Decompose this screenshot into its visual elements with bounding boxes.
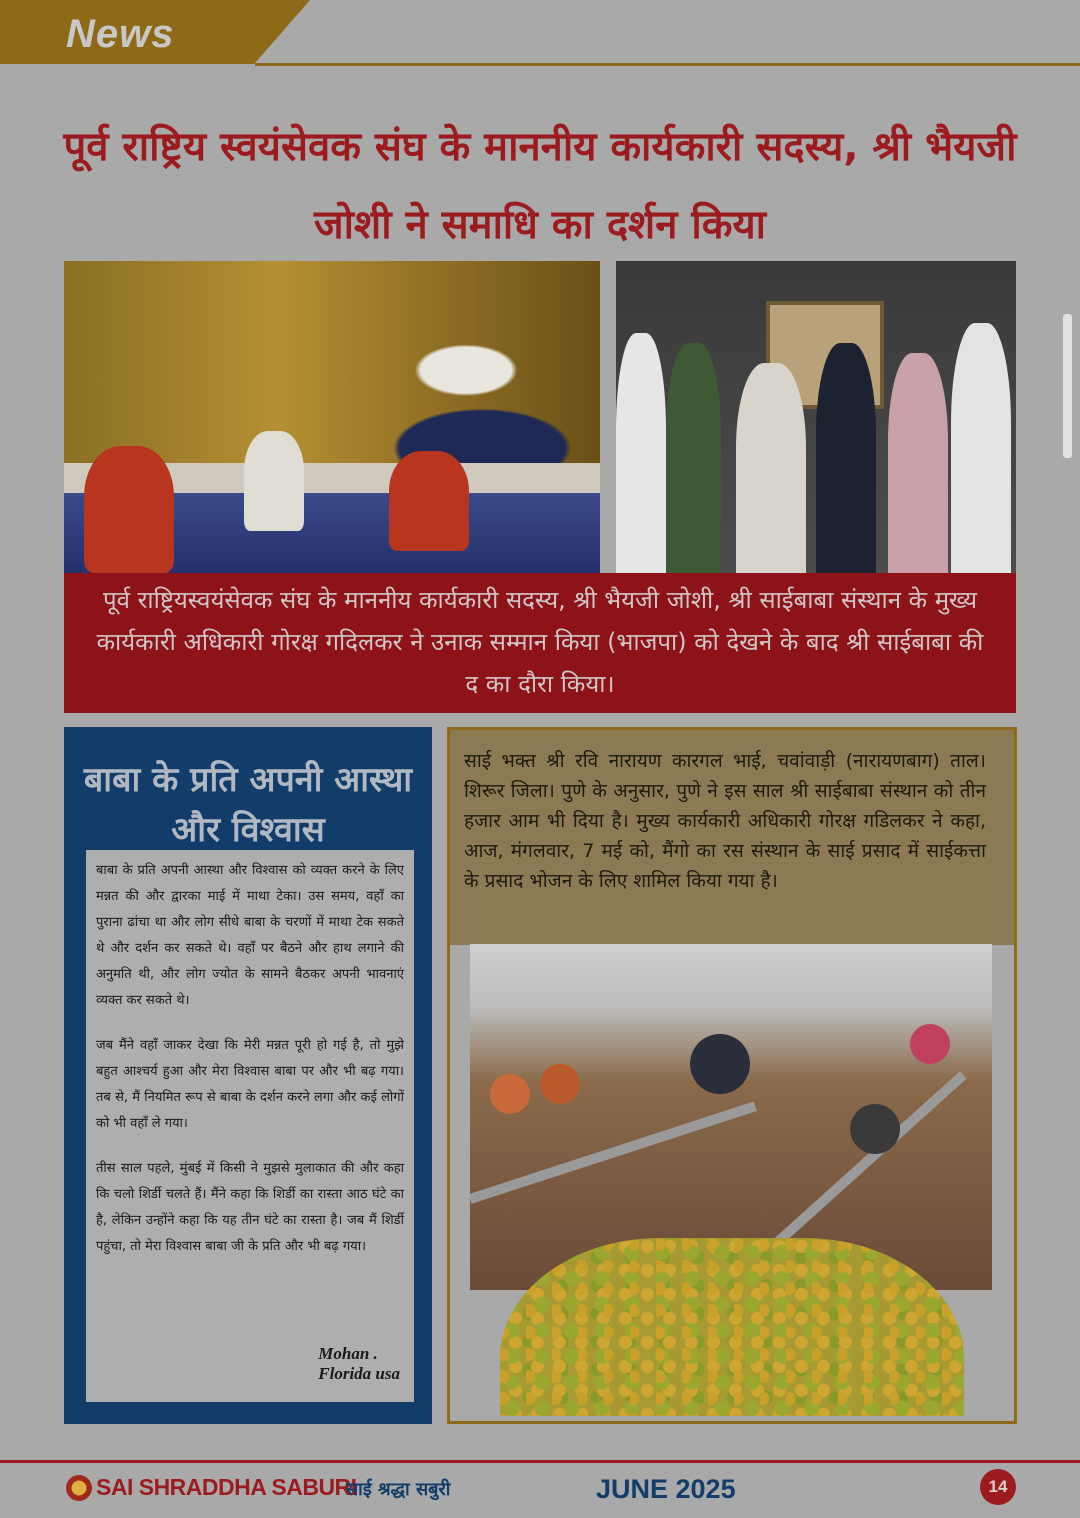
person-figure — [888, 353, 948, 573]
dining-table — [470, 1102, 757, 1204]
dining-table — [767, 1071, 967, 1252]
testimonial-paragraph: बाबा के प्रति अपनी आस्था और विश्वास को व्यक्त करने के लिए मन्नत की और द्वारका माई में माथा टेका। उस समय, वहाँ का पुराना ढांचा था और लोग सीधे बाबा के चरणों में माथा टेक सकते थे और दर्शन कर सकते थे। वहाँ पर बैठने और हाथ लगाने की अनुमति थी, और लोग ज्योत के सामने बैठकर अपनी भावनाएं व्यक्त कर सकते थे। — [96, 863, 404, 1008]
person-figure — [951, 323, 1011, 573]
diner-figure — [490, 1074, 530, 1114]
samadhi-darshan-photo — [64, 261, 600, 573]
header-rule — [255, 63, 1080, 66]
diner-figure — [540, 1064, 580, 1104]
news-section-label: News — [66, 12, 175, 56]
diner-figure — [850, 1104, 900, 1154]
photo-caption: पूर्व राष्ट्रियस्वयंसेवक संघ के माननीय कार्यकारी सदस्य, श्री भैयजी जोशी, श्री साईबाबा संस्थान के मुख्य कार्यकारी अधिकारी गोरक्ष गदिलकर ने उनाक सम्मान किया (भाजपा) को देखने के बाद श्री साईबाबा की द का दौरा किया। — [64, 573, 1016, 713]
testimonial-paragraph: जब मैंने वहाँ जाकर देखा कि मेरी मन्नत पूरी हो गई है, तो मुझे बहुत आश्चर्य हुआ और मेरा विश्वास बाबा पर और भी बढ़ गया। तब से, मैं नियमित रूप से बाबा के दर्शन करने लगा और कई लोगों को भी वहाँ ले गया। — [96, 1038, 404, 1131]
testimonial-body — [86, 850, 414, 1402]
priest-figure — [389, 451, 469, 551]
article-headline: पूर्व राष्ट्रिय स्वयंसेवक संघ के माननीय कार्यकारी सदस्य, श्री भैयजी जोशी ने समाधि का दर्शन किया — [63, 124, 1017, 248]
mango-article-text: साई भक्त श्री रवि नारायण कारगल भाई, चवांवाड़ी (नारायणबाग) ताल। शिरूर जिला। पुणे के अनुसार, पुणे ने इस साल श्री साईबाबा संस्थान को तीन हजार आम भी दिया है। मुख्य कार्यकारी अधिकारी गोरक्ष गडिलकर ने कहा, आज, मंगलवार, 7 मई को, मैंगो का रस संस्थान के साई प्रसाद में साईकत्ता के प्रसाद भोजन के लिए शामिल किया गया है। — [450, 730, 1014, 945]
felicitation-photo — [616, 261, 1016, 573]
footer-rule — [0, 1460, 1080, 1463]
author-place: Florida usa — [318, 1364, 400, 1383]
author-name: Mohan . — [318, 1344, 378, 1363]
magazine-brand: SAI SHRADDHA SABURI — [96, 1474, 357, 1500]
visitor-figure — [244, 431, 304, 531]
testimonial-paragraph: तीस साल पहले, मुंबई में किसी ने मुझसे मुलाकात की और कहा कि चलो शिर्डी चलते हैं। मैंने कहा कि शिर्डी का रास्ता आठ घंटे का है, लेकिन उन्होंने कहा कि यह तीन घंटे का रास्ता है। जब मैं शिर्डी पहुंचा, तो मेरा विश्वास बाबा जी के प्रति और भी बढ़ गया। — [96, 1161, 404, 1254]
person-figure — [816, 343, 876, 573]
person-figure — [666, 343, 721, 573]
sai-baba-logo-icon — [66, 1475, 92, 1501]
scrollbar-thumb[interactable] — [1063, 314, 1072, 458]
testimonial-signature — [318, 1344, 400, 1384]
server-figure — [690, 1034, 750, 1094]
testimonial-title: बाबा के प्रति अपनी आस्था और विश्वास — [83, 760, 413, 850]
testimonial-panel — [64, 727, 432, 1424]
issue-month: JUNE 2025 — [596, 1474, 736, 1504]
person-figure — [736, 363, 806, 573]
page-number: 14 — [980, 1469, 1016, 1505]
priest-figure — [84, 446, 174, 573]
person-figure — [616, 333, 666, 573]
magazine-brand-hindi: साई श्रद्धा सबुरी — [346, 1479, 451, 1500]
diner-figure — [910, 1024, 950, 1064]
mango-heap-photo — [500, 1238, 964, 1416]
